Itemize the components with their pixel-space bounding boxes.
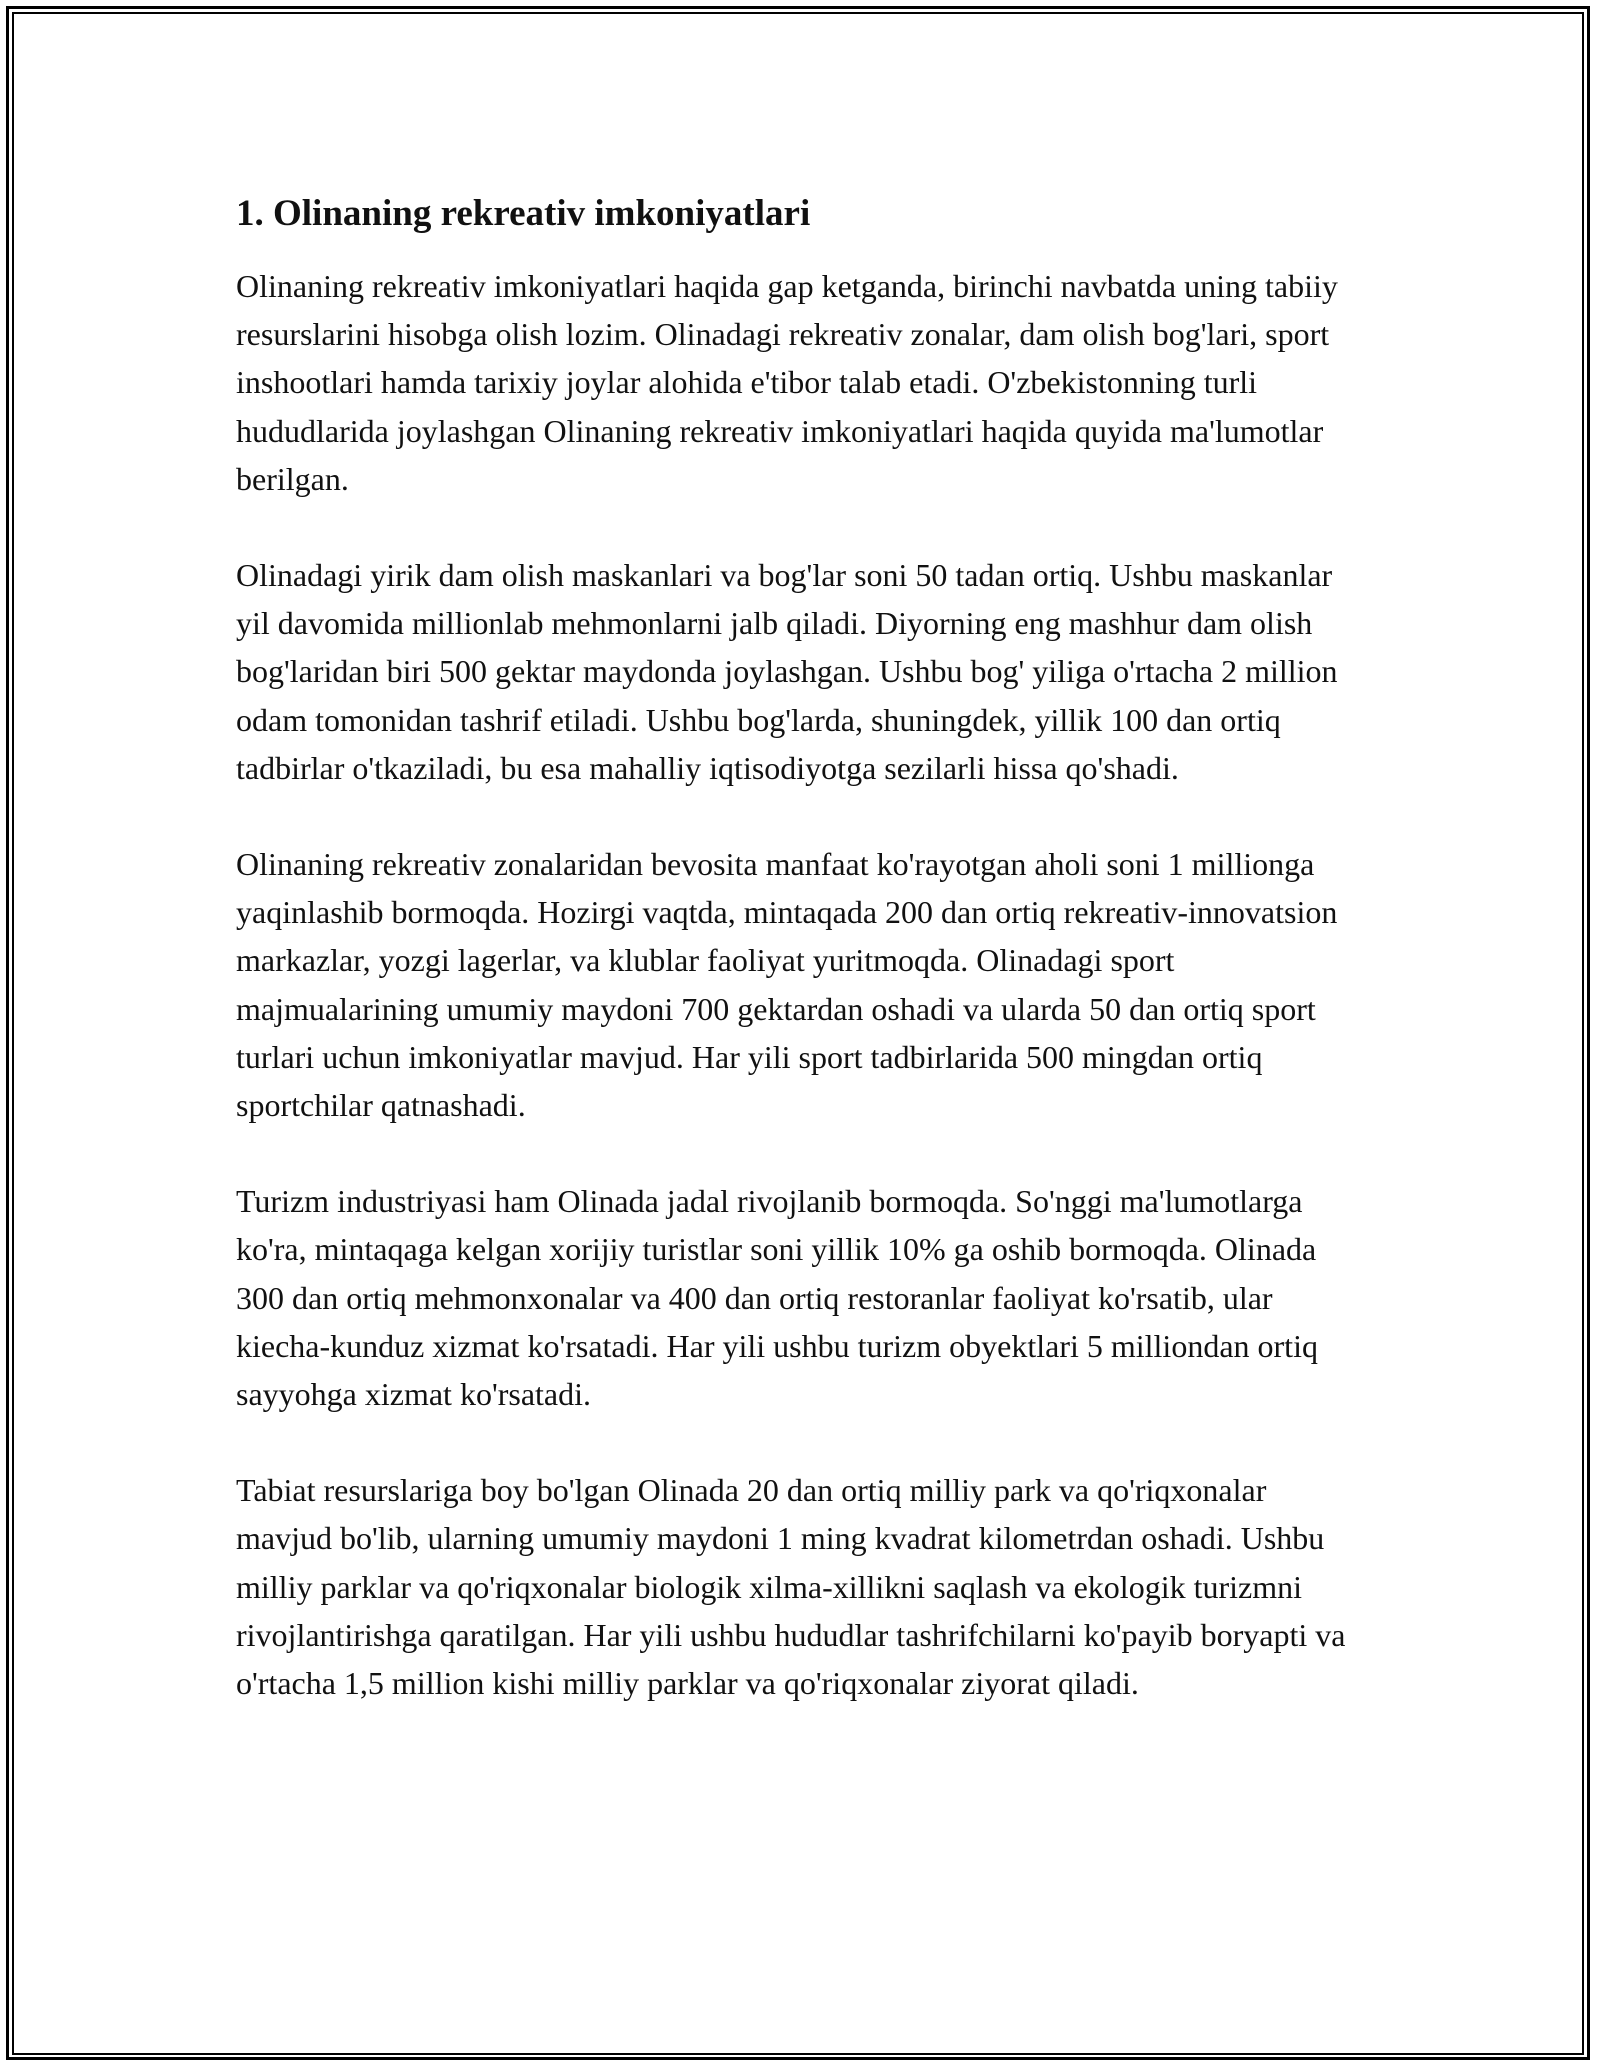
paragraph-2: Olinadagi yirik dam olish maskanlari va bog'lar soni 50 tadan ortiq. Ushbu maskanlar yil davomida millionlab mehmonlarni jalb qiladi. Diyorning eng mashhur dam olish bog'laridan biri 500 gektar maydonda joylashgan. Ushbu bog' yiliga o'rtacha 2 million odam tomonidan tashrif etiladi. Ushbu bog'larda, shuningdek, yillik 100 dan ortiq tadbirlar o'tkaziladi, bu esa mahalliy iqtisodiyotga sezilarli hissa qo'shadi. [236,557,1338,786]
paragraph-1: Olinaning rekreativ imkoniyatlari haqida gap ketganda, birinchi navbatda uning tabiiy resurslarini hisobga olish lozim. Olinadagi rekreativ zonalar, dam olish bog'lari, sport inshootlari hamda tarixiy joylar alohida e'tibor talab etadi. O'zbekistonning turli hududlarida joylashgan Olinaning rekreativ imkoniyatlari haqida quyida ma'lumotlar berilgan. [236,268,1338,497]
paragraph-3: Olinaning rekreativ zonalaridan bevosita manfaat ko'rayotgan aholi soni 1 millionga yaqinlashib bormoqda. Hozirgi vaqtda, mintaqada 200 dan ortiq rekreativ-innovatsion markazlar, yozgi lagerlar, va klublar faoliyat yuritmoqda. Olinadagi sport majmualarining umumiy maydoni 700 gektardan oshadi va ularda 50 dan ortiq sport turlari uchun imkoniyatlar mavjud. Har yili sport tadbirlarida 500 mingdan ortiq sportchilar qatnashadi. [236,846,1338,1124]
paragraph-4: Turizm industriyasi ham Olinada jadal rivojlanib bormoqda. So'nggi ma'lumotlarga ko'ra, mintaqaga kelgan xorijiy turistlar soni yillik 10% ga oshib bormoqda. Olinada 300 dan ortiq mehmonxonalar va 400 dan ortiq restoranlar faoliyat ko'rsatib, ular kiecha-kunduz xizmat ko'rsatadi. Har yili ushbu turizm obyektlari 5 milliondan ortiq sayyohga xizmat ko'rsatadi. [236,1183,1318,1413]
paragraph-5: Tabiat resurslariga boy bo'lgan Olinada 20 dan ortiq milliy park va qo'riqxonalar mavjud bo'lib, ularning umumiy maydoni 1 ming kvadrat kilometrdan oshadi. Ushbu milliy parklar va qo'riqxonalar biologik xilma-xillikni saqlash va ekologik turizmni rivojlantirishga qaratilgan. Har yili ushbu hududlar tashrifchilarni ko'payib boryapti va o'rtacha 1,5 million kishi milliy parklar va qo'riqxonalar ziyorat qiladi. [236,1472,1346,1702]
document-body [236,190,1366,1755]
section-heading: 1. Olinaning rekreativ imkoniyatlari [236,193,811,234]
